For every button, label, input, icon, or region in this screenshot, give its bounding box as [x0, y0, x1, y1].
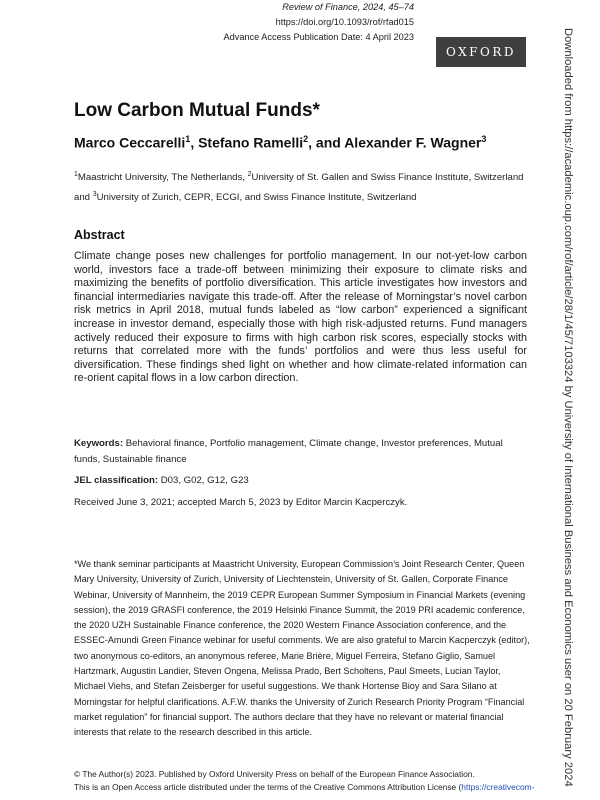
acknowledgements-footnote: *We thank seminar participants at Maastricht University, European Commission’s Joint Research Center, Queen Mary University, University of Zurich, University of Liechtenstein, University of St. Gallen, Corporate Finance Webinar, University of Mannheim, the 2019 CEPR European Summer Symposium in Financial Markets (evening session), the 2019 GRASFI conference, the 2019 Helsinki Finance Summit, the 2019 PRI academic conference, the 2020 UZH Sustainable Finance conference, the 2020 Western Finance Association conference, and the ESSEC-Amundi Green Finance webinar for useful comments. We are also grateful to Marcin Kacperczyk (editor), two anonymous co-editors, an anonymous referee, Marie Brière, Miguel Ferreira, Stefano Giglio, Samuel Hartzmark, Augustin Landier, Steven Ongena, Melissa Prado, Bert Scholtens, Paul Smeets, Lucian Taylor, Michael Viehs, and Stefan Zeisberger for useful suggestions. We thank Hortense Bioy and Sara Silano at Morningstar for helpful clarifications. A.F.W. thanks the University of Zurich Research Priority Program “Financial market regulation” for financial support. The authors declare that they have no relevant or material financial interests that relate to the research described in this article.: [74, 559, 530, 738]
advance-access-date: Advance Access Publication Date: 4 April 2023: [223, 32, 414, 42]
author-affiliation-mark: 2: [303, 134, 309, 144]
keywords: [74, 436, 527, 468]
copyright-notice: [74, 768, 544, 794]
download-watermark: Downloaded from https://academic.oup.com/rof/article/28/1/45/7103324 by University of International Business and Economics user on 20 February 2024: [562, 28, 574, 787]
license-text: This is an Open Access article distributed under the terms of the Creative Commons Attribution License (: [74, 782, 462, 792]
article-title: Low Carbon Mutual Funds*: [74, 100, 320, 121]
jel-codes: D03, G02, G12, G23: [158, 475, 249, 486]
author-affiliation-mark: 3: [481, 134, 487, 144]
journal-meta: [223, 0, 414, 45]
affiliation-mark: 2: [247, 171, 252, 178]
abstract-heading: Abstract: [74, 228, 125, 242]
license-line: [74, 781, 544, 794]
author-name: Marco Ceccarelli: [74, 134, 186, 151]
author-separator: , and: [308, 134, 345, 151]
author-affiliation-mark: 1: [185, 134, 191, 144]
keywords-text: Behavioral finance, Portfolio management, Climate change, Investor preferences, Mutual funds, Sustainable finance: [74, 438, 503, 465]
doi-link[interactable]: https://doi.org/10.1093/rof/rfad015: [275, 17, 414, 27]
received-accepted-line: Received June 3, 2021; accepted March 5, 2023 by Editor Marcin Kacperczyk.: [74, 497, 408, 508]
affiliation-text: Maastricht University, The Netherlands,: [77, 172, 248, 184]
author-name: Stefano Ramelli: [198, 134, 304, 151]
copyright-line: © The Author(s) 2023. Published by Oxford University Press on behalf of the European Finance Association.: [74, 769, 475, 779]
license-link[interactable]: https://creativecom-: [461, 782, 535, 792]
affiliation-mark: 1: [74, 171, 78, 178]
jel-label: JEL classification:: [74, 475, 159, 486]
author-list: [74, 134, 486, 151]
oxford-logo-text: OXFORD: [446, 45, 516, 59]
affiliation-mark: 3: [92, 191, 97, 199]
author-name: Alexander F. Wagner: [344, 134, 482, 151]
affiliations: [74, 166, 534, 206]
abstract-text: Climate change poses new challenges for portfolio management. In our not-yet-low carbon world, investors face a trade-off between minimizing their exposure to climate risks and maximizing the benefits of portfolio diversification. This article investigates how investors and financial intermediaries navigate this trade-off. After the release of Morningstar’s novel carbon risk metrics in April 2018, mutual funds labeled as “low carbon” experienced a significant increase in investor demand, especially those with high risk-adjusted returns. Fund managers actively reduced their exposure to firms with high carbon risk scores, especially stocks with returns that correlated more with the funds’ portfolios and were thus less useful for diversification. These findings shed light on whether and how climate-related information can re-orient capital flows in a low carbon direction.: [74, 250, 527, 385]
journal-name-volume: Review of Finance, 2024, 45–74: [282, 2, 414, 12]
keywords-label: Keywords:: [74, 438, 124, 449]
oxford-logo: [436, 37, 526, 67]
affiliation-text: University of Zurich, CEPR, ECGI, and Swiss Finance Institute, Switzerland: [96, 192, 417, 204]
affiliation-text: University of St. Gallen and Swiss Finance Institute, Switzerland and: [74, 172, 524, 204]
jel-classification: [74, 474, 249, 488]
author-separator: ,: [190, 134, 199, 151]
